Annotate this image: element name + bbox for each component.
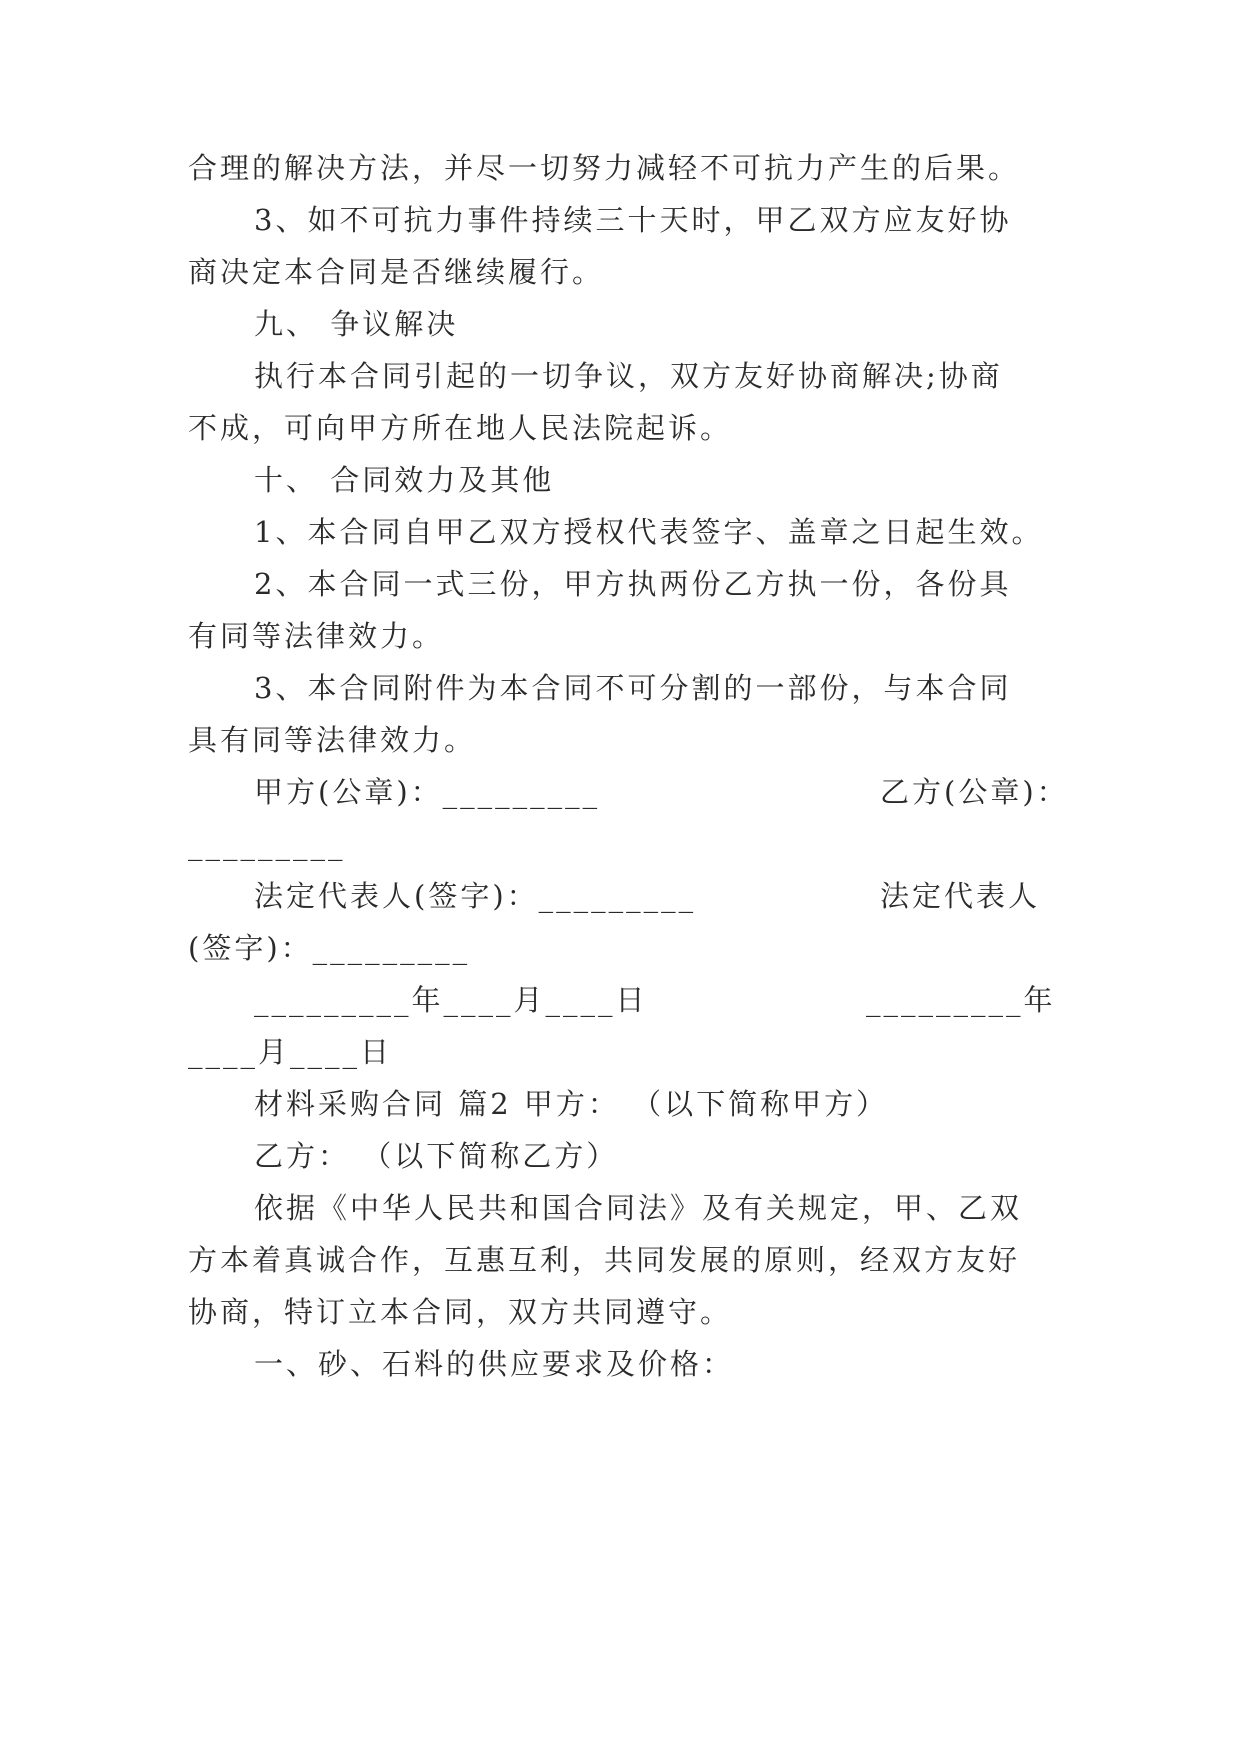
party-a-seal-field: 甲方(公章)：_________ (254, 775, 601, 809)
paragraph-line: 1、本合同自甲乙双方授权代表签字、盖章之日起生效。 (254, 515, 1044, 549)
party-a-rep-field: 法定代表人(签字)：_________ (254, 879, 697, 913)
party-b-date-field: _________年 (866, 983, 1056, 1017)
paragraph-line: 合理的解决方法，并尽一切努力减轻不可抗力产生的后果。 (188, 151, 1021, 185)
section-heading: 十、 合同效力及其他 (254, 463, 555, 497)
party-a-date-field: _________年____月____日 (254, 983, 648, 1017)
paragraph-line: 3、本合同附件为本合同不可分割的一部份，与本合同 (254, 671, 1012, 705)
paragraph-line: 执行本合同引起的一切争议，双方友好协商解决;协商 (254, 359, 1003, 393)
paragraph-line: 具有同等法律效力。 (188, 723, 477, 757)
paragraph-line: 不成，可向甲方所在地人民法院起诉。 (188, 411, 733, 445)
paragraph-line: 依据《中华人民共和国合同法》及有关规定，甲、乙双 (254, 1191, 1023, 1225)
paragraph-line: 2、本合同一式三份，甲方执两份乙方执一份，各份具 (254, 567, 1012, 601)
party-b-rep-blank: (签字)：_________ (188, 931, 471, 965)
contract-2-heading: 材料采购合同 篇2 甲方： （以下简称甲方） (254, 1087, 889, 1121)
paragraph-line: 3、如不可抗力事件持续三十天时，甲乙双方应友好协 (254, 203, 1012, 237)
paragraph-line: 商决定本合同是否继续履行。 (188, 255, 605, 289)
section-heading: 一、砂、石料的供应要求及价格： (254, 1347, 735, 1381)
party-b-seal-field: 乙方(公章)： (880, 775, 1069, 809)
paragraph-line: 协商，特订立本合同，双方共同遵守。 (188, 1295, 733, 1329)
party-b-line: 乙方： （以下简称乙方） (254, 1139, 619, 1173)
party-b-date-blank: ____月____日 (188, 1035, 393, 1069)
paragraph-line: 方本着真诚合作，互惠互利，共同发展的原则，经双方友好 (188, 1243, 1021, 1277)
party-b-seal-blank: _________ (188, 827, 346, 861)
section-heading: 九、 争议解决 (254, 307, 459, 341)
party-b-rep-field: 法定代表人 (880, 879, 1041, 913)
paragraph-line: 有同等法律效力。 (188, 619, 445, 653)
